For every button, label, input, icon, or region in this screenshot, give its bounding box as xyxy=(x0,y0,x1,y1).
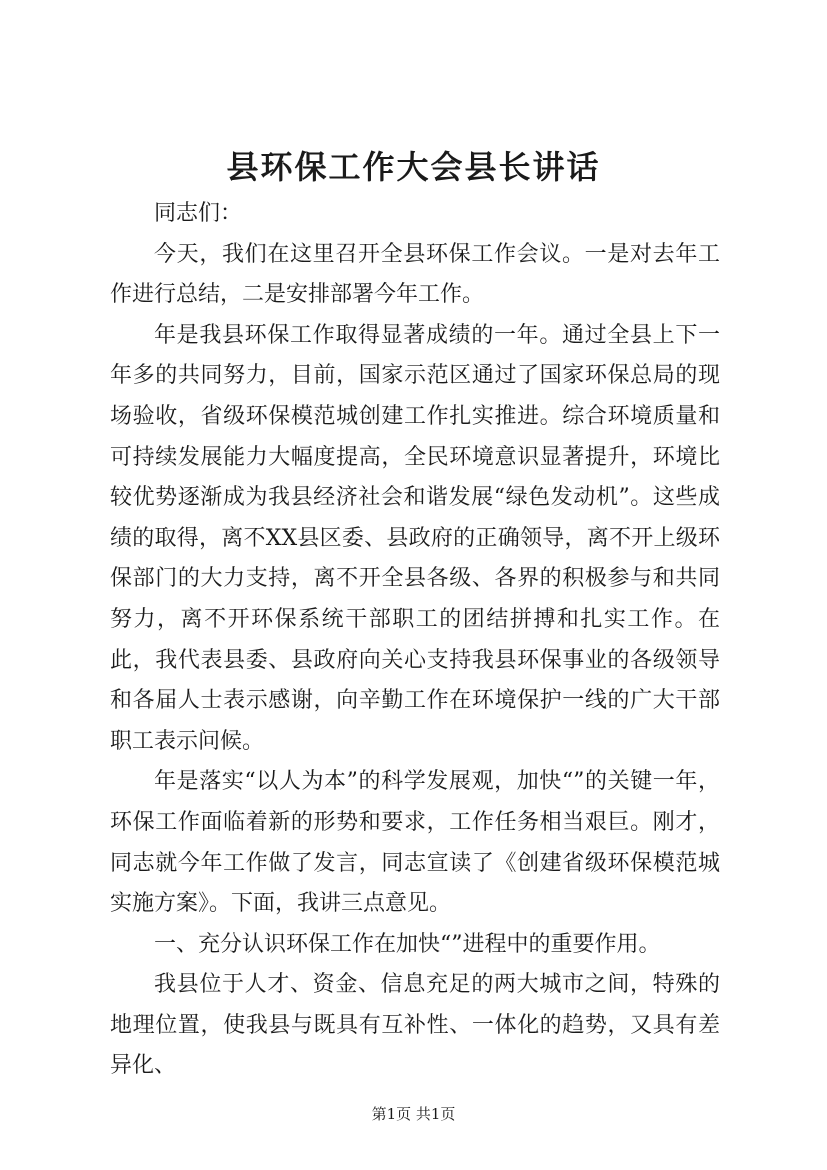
salutation-paragraph: 同志们： xyxy=(154,201,243,226)
section-heading: 一、充分认识环保工作在加快“”进程中的重要作用。 xyxy=(154,931,661,957)
document-body xyxy=(110,194,720,1087)
page-footer: 第1页 共1页 xyxy=(371,1105,456,1123)
body-paragraph: 年是我县环保工作取得显著成绩的一年。通过全县上下一年多的共同努力，目前，国家示范区通过了国家环保总局的现场验收，省级环保模范城创建工作扎实推进。综合环境质量和可持续发展能力大幅度提高，全民环境意识显著提升，环境比较优势逐渐成为我县经济社会和谐发展“绿色发动机”。这些成绩的取得，离不XX县区委、县政府的正确领导，离不开上级环保部门的大力支持，离不开全县各级、各界的积极参与和共同努力，离不开环保系统干部职工的团结拼搏和扎实工作。在此，我代表县委、县政府向关心支持我县环保事业的各级领导和各届人士表示感谢，向辛勤工作在环境保护一线的广大干部职工表示问候。 xyxy=(110,322,720,754)
body-paragraph: 年是落实“以人为本”的科学发展观，加快“”的关键一年，环保工作面临着新的形势和要求，工作任务相当艰巨。刚才，同志就今年工作做了发言，同志宣读了《创建省级环保模范城实施方案》。下面，我讲三点意见。 xyxy=(110,769,720,917)
body-paragraph: 今天，我们在这里召开全县环保工作会议。一是对去年工作进行总结，二是安排部署今年工作。 xyxy=(110,241,720,308)
body-paragraph: 我县位于人才、资金、信息充足的两大城市之间，特殊的地理位置，使我县与既具有互补性、一体化的趋势，又具有差异化、 xyxy=(110,972,720,1079)
document-title: 县环保工作大会县长讲话 xyxy=(226,148,601,186)
